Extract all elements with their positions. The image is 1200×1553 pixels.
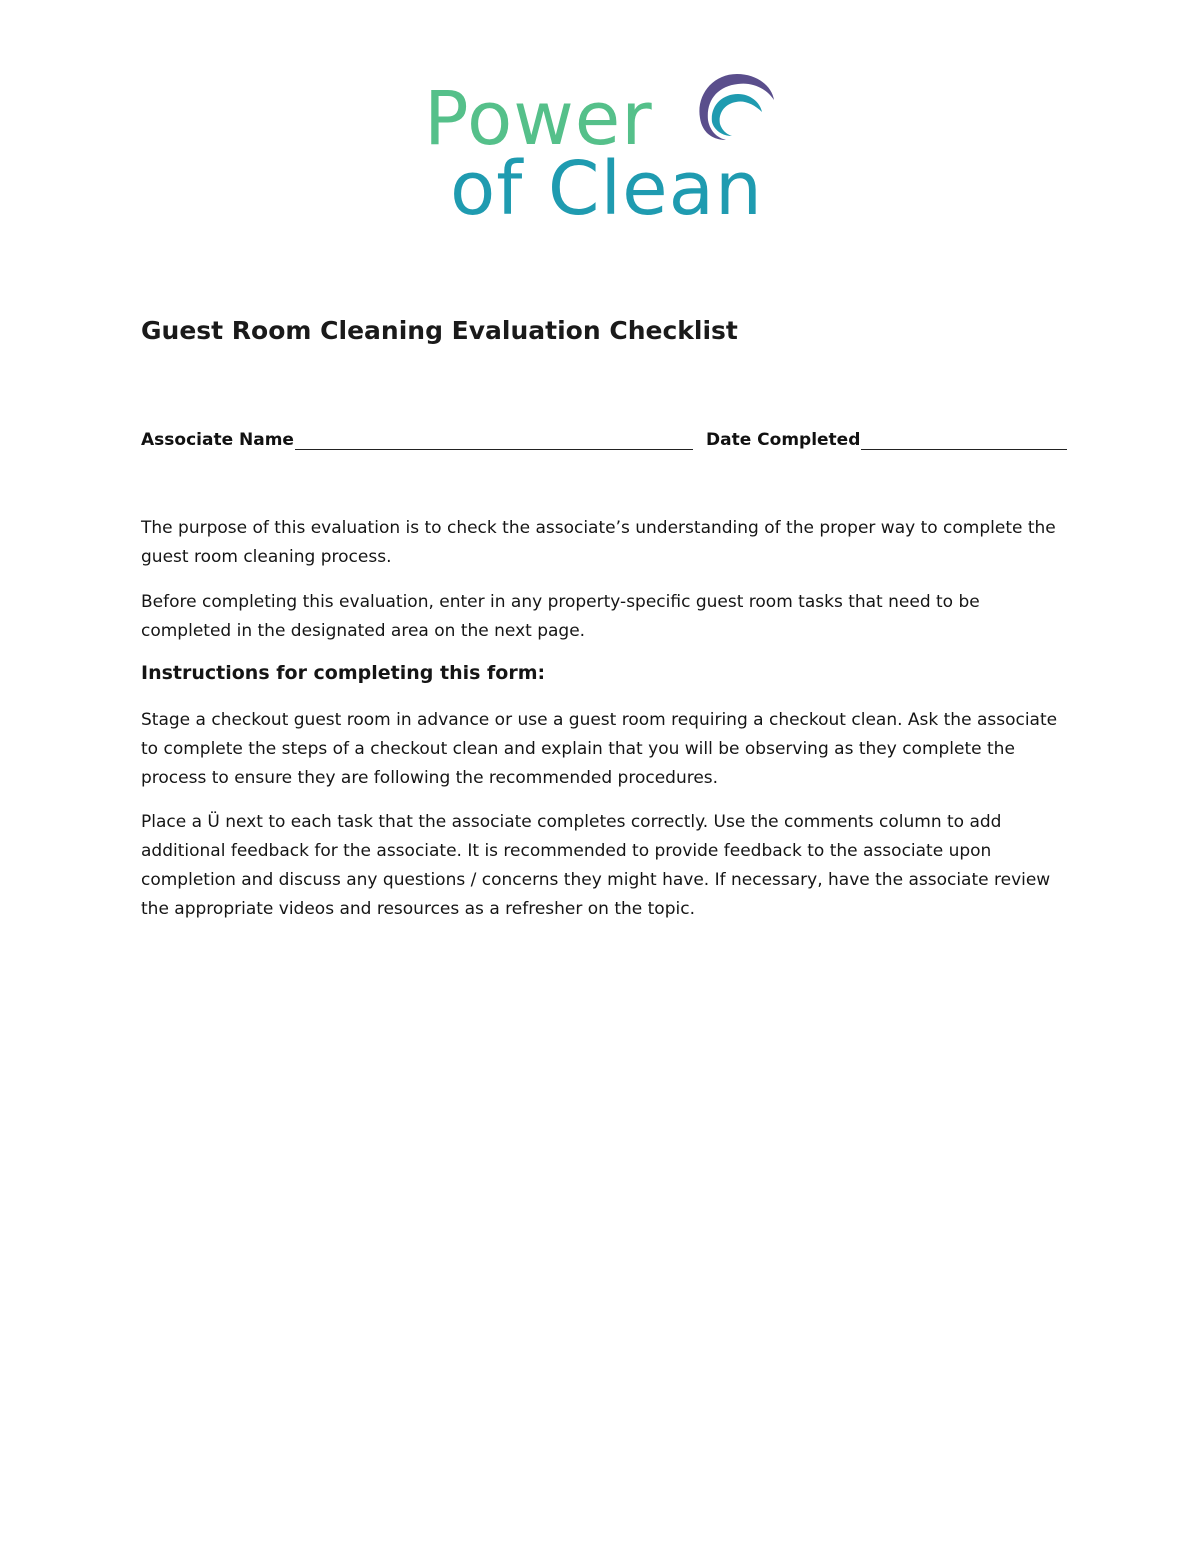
form-fields-row xyxy=(141,430,1061,458)
place-check-paragraph: Place a Ü next to each task that the associate completes correctly. Use the comments column to add additional feedback for the associate. It is recommended to provide feedback to the associate upon completion and discuss any questions / concerns they might have. If necessary, have the associate review the appropriate videos and resources as a refresher on the topic. xyxy=(141,812,1051,919)
logo-text-of-clean: of Clean xyxy=(450,146,763,232)
stage-checkout-paragraph: Stage a checkout guest room in advance or use a guest room requiring a checkout clean. Ask the associate to complete the steps of a checkout clean and explain that you will be observing as they complete the process to ensure they are following the recommended procedures. xyxy=(141,710,1058,788)
before-completing-paragraph: Before completing this evaluation, enter in any property-specific guest room tasks that need to be completed in the designated area on the next page. xyxy=(141,592,980,641)
date-completed-field[interactable] xyxy=(706,430,1067,450)
associate-name-blank-line[interactable] xyxy=(295,433,693,450)
instructions-heading: Instructions for completing this form: xyxy=(141,662,546,684)
date-completed-blank-line[interactable] xyxy=(861,433,1067,450)
document-title: Guest Room Cleaning Evaluation Checklist xyxy=(141,316,738,345)
power-of-clean-logo xyxy=(420,66,790,232)
associate-name-label: Associate Name xyxy=(141,430,294,450)
date-completed-label: Date Completed xyxy=(706,430,861,450)
purpose-paragraph: The purpose of this evaluation is to check the associate’s understanding of the proper way to complete the guest room cleaning process. xyxy=(141,518,1056,567)
logo-text-power: Power xyxy=(424,76,653,162)
swoosh-icon xyxy=(682,66,782,156)
associate-name-field[interactable] xyxy=(141,430,693,450)
